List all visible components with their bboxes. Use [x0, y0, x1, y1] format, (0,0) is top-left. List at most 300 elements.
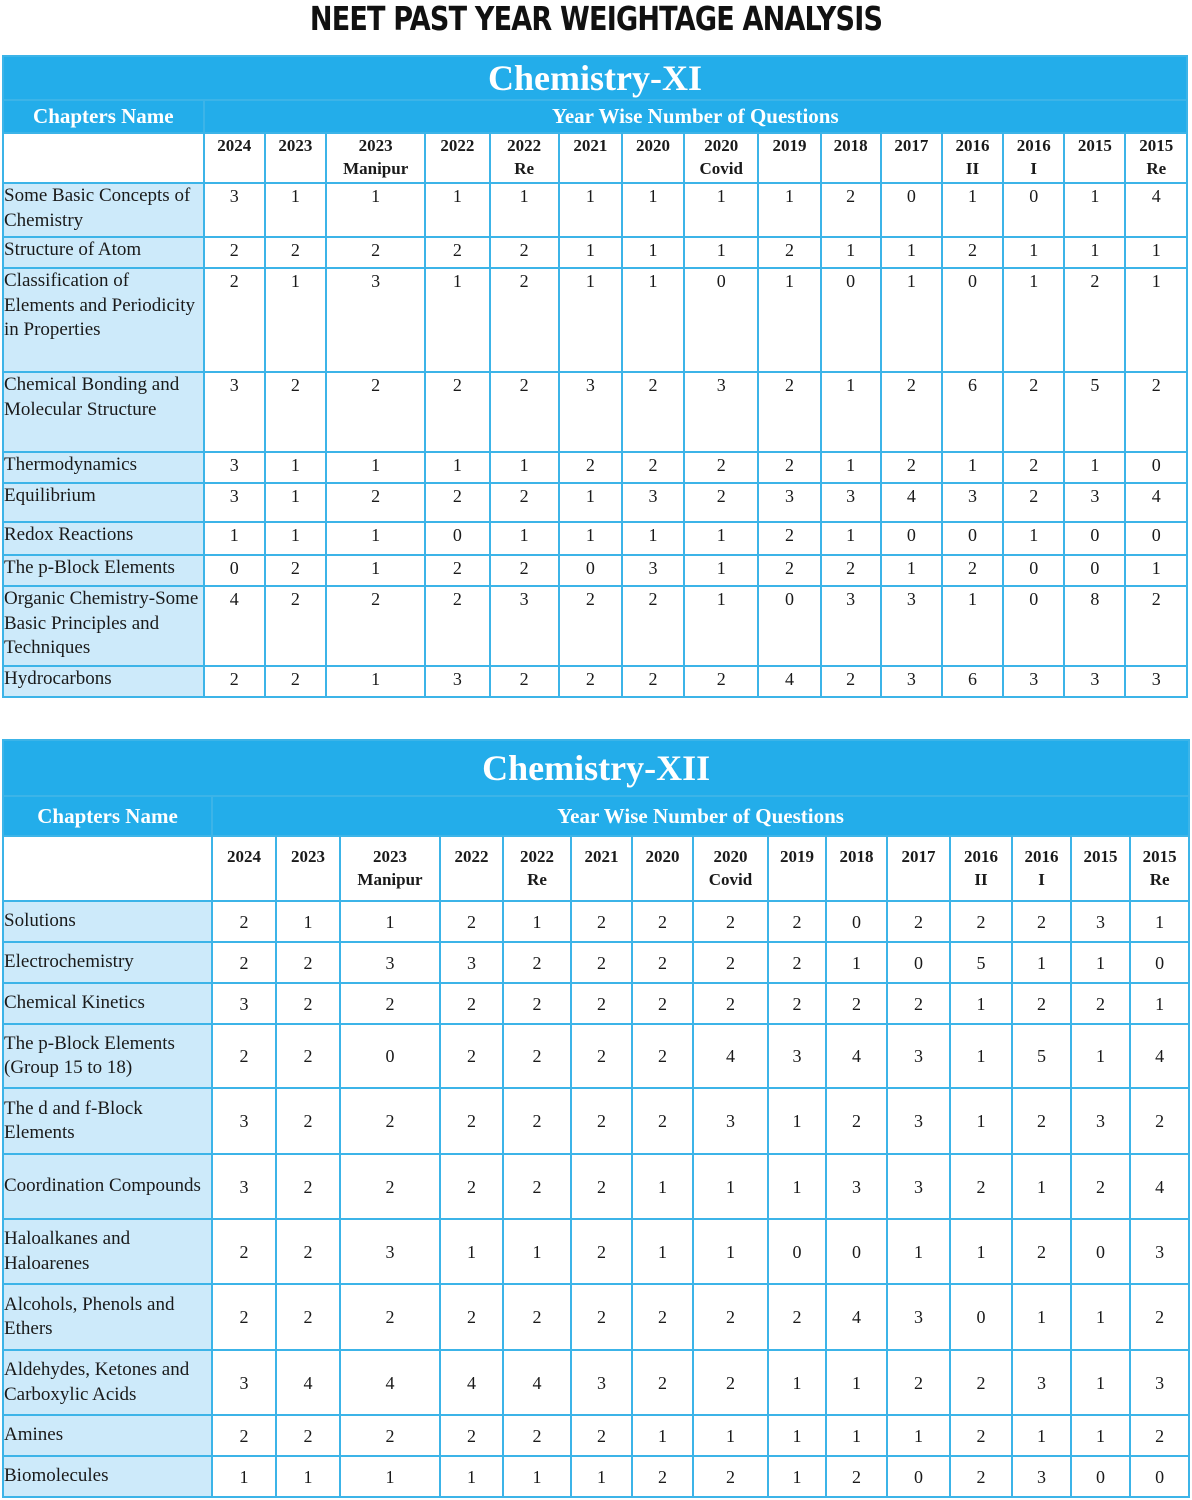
year-column-header — [881, 133, 942, 183]
question-count-cell: 3 — [693, 1088, 768, 1154]
question-count-cell: 2 — [758, 452, 820, 483]
question-count-cell: 0 — [1125, 522, 1187, 555]
year-column-header — [768, 836, 826, 901]
question-count-cell: 1 — [265, 522, 326, 555]
question-count-cell: 1 — [1012, 1415, 1071, 1456]
question-count-cell: 3 — [826, 1154, 887, 1219]
question-count-cell: 2 — [693, 1284, 768, 1350]
question-count-cell: 2 — [887, 1350, 950, 1415]
question-count-cell: 2 — [503, 1415, 571, 1456]
question-count-cell: 2 — [622, 586, 684, 666]
question-count-cell: 1 — [265, 483, 326, 522]
chapter-name-cell: The d and f-Block Elements — [3, 1088, 212, 1154]
question-count-cell: 1 — [559, 183, 622, 237]
question-count-cell: 4 — [503, 1350, 571, 1415]
question-count-cell: 2 — [1130, 1415, 1189, 1456]
question-count-cell: 2 — [490, 372, 559, 452]
question-count-cell: 0 — [559, 555, 622, 586]
question-count-cell: 1 — [950, 1088, 1012, 1154]
question-count-cell: 1 — [887, 1415, 950, 1456]
question-count-cell: 2 — [440, 1415, 503, 1456]
year-label: 2020 — [636, 136, 671, 155]
year-column-header — [204, 133, 265, 183]
question-count-cell: 1 — [622, 268, 684, 372]
question-count-cell: 2 — [1130, 1284, 1189, 1350]
year-label: 2024 — [217, 136, 252, 155]
question-count-cell: 2 — [632, 1456, 693, 1497]
question-count-cell: 2 — [1064, 268, 1125, 372]
question-count-cell: 2 — [1003, 452, 1064, 483]
question-count-cell: 2 — [340, 1284, 440, 1350]
year-column-header — [684, 133, 758, 183]
question-count-cell: 1 — [1130, 901, 1189, 942]
question-count-cell: 2 — [768, 1284, 826, 1350]
question-count-cell: 2 — [571, 1024, 632, 1088]
question-count-cell: 2 — [684, 483, 758, 522]
question-count-cell: 2 — [693, 942, 768, 983]
table-row — [3, 942, 1189, 983]
year-label: 2020 — [645, 847, 680, 866]
year-label: 2016 — [964, 847, 998, 866]
year-label: 2015 — [1083, 847, 1118, 866]
chapters-name-header: Chapters Name — [3, 796, 212, 836]
question-count-cell: 2 — [1125, 372, 1187, 452]
question-count-cell: 2 — [490, 483, 559, 522]
question-count-cell: 1 — [1064, 183, 1125, 237]
year-column-header — [490, 133, 559, 183]
chapter-name-cell: Electrochemistry — [3, 942, 212, 983]
question-count-cell: 2 — [212, 1219, 276, 1284]
question-count-cell: 2 — [276, 1024, 340, 1088]
year-tag: Manipur — [357, 870, 423, 889]
table-row — [3, 1088, 1189, 1154]
question-count-cell: 1 — [826, 1415, 887, 1456]
question-count-cell: 3 — [1012, 1350, 1071, 1415]
table-row — [3, 237, 1187, 268]
question-count-cell: 1 — [340, 901, 440, 942]
question-count-cell: 2 — [204, 666, 265, 697]
question-count-cell: 2 — [758, 372, 820, 452]
question-count-cell: 1 — [826, 1350, 887, 1415]
year-column-header — [1071, 836, 1130, 901]
chapter-name-cell: Redox Reactions — [3, 522, 204, 555]
year-label: 2023 — [291, 847, 325, 866]
table-row — [3, 666, 1187, 697]
table-row — [3, 1219, 1189, 1284]
year-column-header — [887, 836, 950, 901]
chapter-name-cell: Chemical Kinetics — [3, 983, 212, 1024]
question-count-cell: 1 — [758, 268, 820, 372]
question-count-cell: 3 — [204, 372, 265, 452]
question-count-cell: 1 — [490, 452, 559, 483]
question-count-cell: 4 — [826, 1284, 887, 1350]
year-label: 2019 — [780, 847, 814, 866]
question-count-cell: 0 — [881, 183, 942, 237]
question-count-cell: 0 — [204, 555, 265, 586]
question-count-cell: 1 — [326, 183, 425, 237]
year-column-header — [622, 133, 684, 183]
question-count-cell: 2 — [503, 1284, 571, 1350]
question-count-cell: 1 — [1012, 1154, 1071, 1219]
question-count-cell: 1 — [340, 1456, 440, 1497]
question-count-cell: 2 — [559, 586, 622, 666]
question-count-cell: 5 — [950, 942, 1012, 983]
question-count-cell: 1 — [881, 268, 942, 372]
question-count-cell: 1 — [950, 1024, 1012, 1088]
question-count-cell: 0 — [950, 1284, 1012, 1350]
question-count-cell: 3 — [212, 983, 276, 1024]
question-count-cell: 3 — [1071, 1088, 1130, 1154]
question-count-cell: 1 — [768, 1415, 826, 1456]
question-count-cell: 1 — [212, 1456, 276, 1497]
question-count-cell: 1 — [768, 1154, 826, 1219]
question-count-cell: 3 — [425, 666, 489, 697]
chapter-name-cell: The p-Block Elements — [3, 555, 204, 586]
question-count-cell: 2 — [440, 1024, 503, 1088]
question-count-cell: 2 — [571, 1415, 632, 1456]
question-count-cell: 2 — [632, 1350, 693, 1415]
question-count-cell: 4 — [758, 666, 820, 697]
question-count-cell: 3 — [571, 1350, 632, 1415]
question-count-cell: 6 — [942, 372, 1003, 452]
year-tag: Manipur — [343, 159, 409, 178]
question-count-cell: 1 — [622, 183, 684, 237]
question-count-cell: 3 — [1064, 483, 1125, 522]
question-count-cell: 1 — [758, 183, 820, 237]
year-column-header — [758, 133, 820, 183]
chapter-name-cell: Thermodynamics — [3, 452, 204, 483]
question-count-cell: 3 — [1125, 666, 1187, 697]
question-count-cell: 2 — [326, 237, 425, 268]
question-count-cell: 1 — [559, 237, 622, 268]
question-count-cell: 2 — [942, 555, 1003, 586]
year-column-header — [1064, 133, 1125, 183]
question-count-cell: 2 — [632, 1024, 693, 1088]
question-count-cell: 1 — [821, 237, 881, 268]
question-count-cell: 2 — [684, 666, 758, 697]
question-count-cell: 2 — [758, 522, 820, 555]
question-count-cell: 3 — [326, 268, 425, 372]
question-count-cell: 2 — [503, 942, 571, 983]
question-count-cell: 2 — [1012, 901, 1071, 942]
year-column-header — [1003, 133, 1064, 183]
question-count-cell: 2 — [950, 901, 1012, 942]
question-count-cell: 5 — [1064, 372, 1125, 452]
question-count-cell: 2 — [425, 237, 489, 268]
year-tag: I — [1030, 159, 1038, 178]
question-count-cell: 0 — [1071, 1456, 1130, 1497]
question-count-cell: 1 — [684, 237, 758, 268]
question-count-cell: 2 — [265, 666, 326, 697]
question-count-cell: 4 — [1130, 1154, 1189, 1219]
question-count-cell: 3 — [758, 483, 820, 522]
year-column-header — [1125, 133, 1187, 183]
question-count-cell: 2 — [276, 1415, 340, 1456]
year-tag: Re — [514, 159, 535, 178]
question-count-cell: 1 — [768, 1456, 826, 1497]
question-count-cell: 2 — [693, 901, 768, 942]
chemistry-xi-table — [2, 55, 1188, 698]
chapter-name-cell: Biomolecules — [3, 1456, 212, 1497]
year-tag: Re — [1149, 870, 1170, 889]
question-count-cell: 2 — [559, 452, 622, 483]
question-count-cell: 2 — [622, 372, 684, 452]
question-count-cell: 2 — [1071, 1154, 1130, 1219]
year-column-header — [212, 836, 276, 901]
chapter-name-cell: Aldehydes, Ketones and Carboxylic Acids — [3, 1350, 212, 1415]
question-count-cell: 3 — [204, 183, 265, 237]
table-row — [3, 268, 1187, 372]
question-count-cell: 2 — [490, 666, 559, 697]
year-label: 2015 — [1077, 136, 1112, 155]
question-count-cell: 4 — [440, 1350, 503, 1415]
question-count-cell: 2 — [826, 1088, 887, 1154]
question-count-cell: 1 — [881, 555, 942, 586]
question-count-cell: 2 — [440, 901, 503, 942]
question-count-cell: 0 — [1130, 1456, 1189, 1497]
question-count-cell: 2 — [425, 483, 489, 522]
question-count-cell: 3 — [1012, 1456, 1071, 1497]
year-label: 2016 — [1016, 136, 1051, 155]
question-count-cell: 1 — [265, 183, 326, 237]
chapter-name-cell: Hydrocarbons — [3, 666, 204, 697]
question-count-cell: 4 — [340, 1350, 440, 1415]
question-count-cell: 0 — [942, 268, 1003, 372]
question-count-cell: 1 — [1064, 452, 1125, 483]
question-count-cell: 2 — [490, 237, 559, 268]
chapter-name-cell: The p-Block Elements (Group 15 to 18) — [3, 1024, 212, 1088]
year-label: 2022 — [454, 847, 489, 866]
year-tag: I — [1038, 870, 1045, 889]
question-count-cell: 1 — [326, 555, 425, 586]
question-count-cell: 0 — [1003, 555, 1064, 586]
question-count-cell: 2 — [571, 1088, 632, 1154]
question-count-cell: 8 — [1064, 586, 1125, 666]
question-count-cell: 1 — [887, 1219, 950, 1284]
question-count-cell: 3 — [490, 586, 559, 666]
question-count-cell: 1 — [1125, 237, 1187, 268]
question-count-cell: 2 — [1125, 586, 1187, 666]
question-count-cell: 1 — [440, 1456, 503, 1497]
question-count-cell: 4 — [1125, 183, 1187, 237]
question-count-cell: 1 — [768, 1088, 826, 1154]
question-count-cell: 1 — [265, 452, 326, 483]
header-blank-cell — [3, 836, 212, 901]
table-row — [3, 1154, 1189, 1219]
question-count-cell: 2 — [440, 1154, 503, 1219]
question-count-cell: 1 — [326, 666, 425, 697]
question-count-cell: 3 — [887, 1024, 950, 1088]
question-count-cell: 3 — [821, 586, 881, 666]
question-count-cell: 2 — [693, 1350, 768, 1415]
question-count-cell: 2 — [758, 555, 820, 586]
table-row — [3, 372, 1187, 452]
table-row — [3, 1350, 1189, 1415]
year-column-header — [265, 133, 326, 183]
question-count-cell: 3 — [622, 555, 684, 586]
question-count-cell: 1 — [326, 452, 425, 483]
question-count-cell: 4 — [881, 483, 942, 522]
question-count-cell: 4 — [1130, 1024, 1189, 1088]
table-row — [3, 183, 1187, 237]
year-column-header — [340, 836, 440, 901]
year-column-header — [950, 836, 1012, 901]
question-count-cell: 1 — [1064, 237, 1125, 268]
question-count-cell: 2 — [503, 1024, 571, 1088]
year-label: 2016 — [1024, 847, 1059, 866]
question-count-cell: 3 — [340, 942, 440, 983]
question-count-cell: 2 — [1130, 1088, 1189, 1154]
question-count-cell: 0 — [1125, 452, 1187, 483]
year-label: 2021 — [584, 847, 619, 866]
question-count-cell: 2 — [212, 942, 276, 983]
question-count-cell: 1 — [425, 452, 489, 483]
year-column-header — [326, 133, 425, 183]
question-count-cell: 2 — [425, 555, 489, 586]
page-title: NEET PAST YEAR WEIGHTAGE ANALYSIS — [309, 0, 883, 38]
year-column-header — [821, 133, 881, 183]
year-label: 2020 — [704, 136, 739, 155]
question-count-cell: 2 — [276, 1154, 340, 1219]
question-count-cell: 3 — [887, 1088, 950, 1154]
year-tag: Re — [527, 870, 547, 889]
table-row — [3, 586, 1187, 666]
question-count-cell: 2 — [571, 983, 632, 1024]
question-count-cell: 2 — [212, 1024, 276, 1088]
question-count-cell: 2 — [212, 1415, 276, 1456]
question-count-cell: 2 — [212, 901, 276, 942]
question-count-cell: 1 — [326, 522, 425, 555]
question-count-cell: 1 — [503, 901, 571, 942]
question-count-cell: 1 — [1071, 1350, 1130, 1415]
question-count-cell: 2 — [950, 1350, 1012, 1415]
header-blank-cell — [3, 133, 204, 183]
question-count-cell: 1 — [1130, 983, 1189, 1024]
table-row — [3, 555, 1187, 586]
year-label: 2015 — [1139, 136, 1174, 155]
question-count-cell: 2 — [693, 1456, 768, 1497]
question-count-cell: 2 — [632, 1088, 693, 1154]
question-count-cell: 1 — [204, 522, 265, 555]
question-count-cell: 2 — [821, 183, 881, 237]
question-count-cell: 2 — [204, 268, 265, 372]
year-column-header — [632, 836, 693, 901]
question-count-cell: 1 — [276, 1456, 340, 1497]
year-label: 2016 — [955, 136, 990, 155]
question-count-cell: 2 — [571, 1284, 632, 1350]
question-count-cell: 2 — [942, 237, 1003, 268]
question-count-cell: 2 — [1012, 983, 1071, 1024]
question-count-cell: 3 — [212, 1350, 276, 1415]
question-count-cell: 2 — [887, 983, 950, 1024]
section-title: Chemistry-XII — [3, 740, 1189, 796]
question-count-cell: 2 — [826, 983, 887, 1024]
question-count-cell: 2 — [440, 983, 503, 1024]
question-count-cell: 2 — [758, 237, 820, 268]
year-column-header — [1130, 836, 1189, 901]
year-column-header — [559, 133, 622, 183]
question-count-cell: 0 — [1071, 1219, 1130, 1284]
table-row — [3, 483, 1187, 522]
question-count-cell: 0 — [887, 1456, 950, 1497]
question-count-cell: 0 — [821, 268, 881, 372]
table-row — [3, 452, 1187, 483]
question-count-cell: 4 — [204, 586, 265, 666]
question-count-cell: 1 — [1003, 268, 1064, 372]
question-count-cell: 0 — [1003, 183, 1064, 237]
question-count-cell: 1 — [440, 1219, 503, 1284]
question-count-cell: 2 — [276, 983, 340, 1024]
question-count-cell: 1 — [950, 1219, 1012, 1284]
question-count-cell: 0 — [1064, 555, 1125, 586]
table-row — [3, 983, 1189, 1024]
year-tag: Covid — [699, 159, 743, 178]
question-count-cell: 3 — [340, 1219, 440, 1284]
question-count-cell: 1 — [684, 183, 758, 237]
question-count-cell: 1 — [1012, 1284, 1071, 1350]
question-count-cell: 3 — [1071, 901, 1130, 942]
question-count-cell: 1 — [490, 183, 559, 237]
chapter-name-cell: Equilibrium — [3, 483, 204, 522]
question-count-cell: 2 — [326, 483, 425, 522]
year-label: 2017 — [894, 136, 929, 155]
question-count-cell: 2 — [265, 586, 326, 666]
question-count-cell: 1 — [559, 268, 622, 372]
table-row — [3, 522, 1187, 555]
question-count-cell: 1 — [693, 1219, 768, 1284]
question-count-cell: 2 — [1012, 1088, 1071, 1154]
year-label: 2021 — [573, 136, 608, 155]
year-label: 2023 — [358, 136, 393, 155]
question-count-cell: 0 — [887, 942, 950, 983]
chapter-name-cell: Amines — [3, 1415, 212, 1456]
question-count-cell: 2 — [490, 268, 559, 372]
question-count-cell: 3 — [821, 483, 881, 522]
question-count-cell: 2 — [768, 942, 826, 983]
chemistry-xii-section — [2, 739, 1188, 1498]
question-count-cell: 1 — [276, 901, 340, 942]
question-count-cell: 1 — [821, 452, 881, 483]
question-count-cell: 3 — [887, 1284, 950, 1350]
chapter-name-cell: Alcohols, Phenols and Ethers — [3, 1284, 212, 1350]
year-label: 2022 — [507, 136, 542, 155]
question-count-cell: 2 — [632, 901, 693, 942]
question-count-cell: 1 — [684, 586, 758, 666]
question-count-cell: 2 — [768, 901, 826, 942]
question-count-cell: 1 — [425, 183, 489, 237]
section-title: Chemistry-XI — [3, 56, 1187, 100]
question-count-cell: 1 — [768, 1350, 826, 1415]
year-column-header — [693, 836, 768, 901]
question-count-cell: 1 — [942, 183, 1003, 237]
question-count-cell: 2 — [821, 666, 881, 697]
question-count-cell: 2 — [1003, 372, 1064, 452]
table-row — [3, 1456, 1189, 1497]
year-wise-header: Year Wise Number of Questions — [212, 796, 1189, 836]
question-count-cell: 2 — [684, 452, 758, 483]
question-count-cell: 3 — [881, 666, 942, 697]
year-column-header — [942, 133, 1003, 183]
question-count-cell: 2 — [340, 1154, 440, 1219]
question-count-cell: 2 — [1071, 983, 1130, 1024]
question-count-cell: 1 — [1125, 555, 1187, 586]
question-count-cell: 2 — [212, 1284, 276, 1350]
question-count-cell: 2 — [881, 372, 942, 452]
chapter-name-cell: Organic Chemistry-Some Basic Principles and Techniques — [3, 586, 204, 666]
question-count-cell: 1 — [942, 452, 1003, 483]
year-column-header — [1012, 836, 1071, 901]
question-count-cell: 2 — [425, 372, 489, 452]
